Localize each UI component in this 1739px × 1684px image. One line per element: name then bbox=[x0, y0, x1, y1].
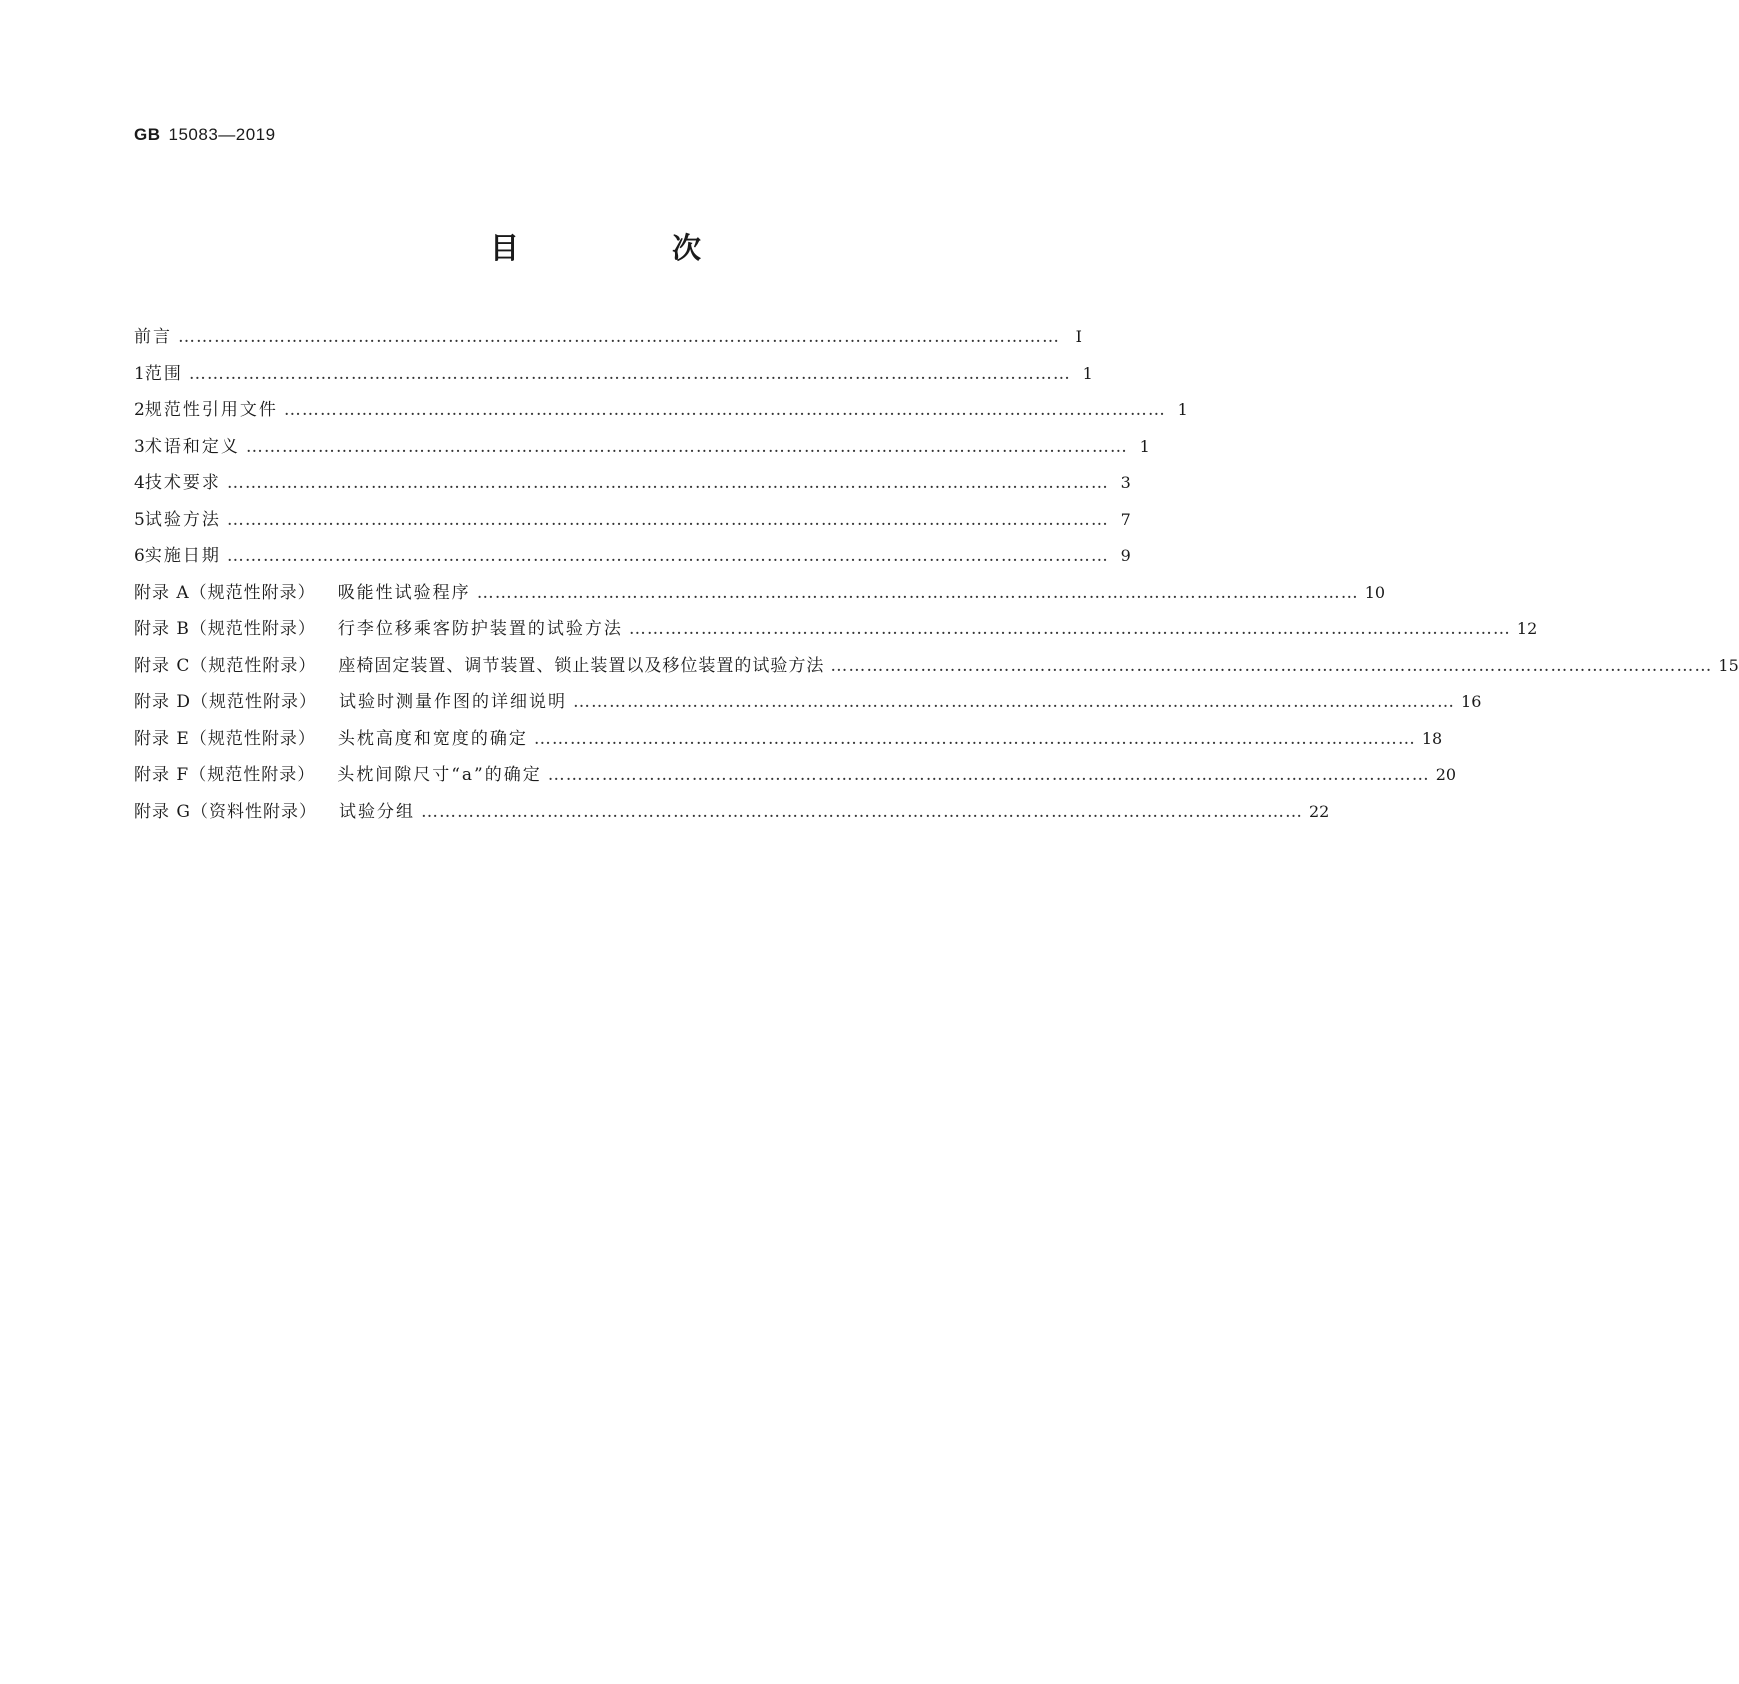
standard-number: 15083—2019 bbox=[168, 125, 276, 144]
toc-entry-6[interactable] bbox=[134, 541, 1131, 578]
toc-entry-page: 1 bbox=[1139, 436, 1150, 456]
toc-annex-designation: 附录 D（规范性附录） bbox=[134, 692, 318, 712]
toc-entry-page: 10 bbox=[1364, 582, 1386, 602]
toc-annex-designation: 附录 B（规范性附录） bbox=[134, 619, 316, 639]
toc-entry-number: 3 bbox=[134, 436, 145, 457]
toc-entry-annex-f[interactable] bbox=[134, 760, 1457, 797]
dot-leader: ………………………………………………………………………………………………………………………………… bbox=[178, 327, 1060, 347]
dot-leader: ………………………………………………………………………………………………………………………………… bbox=[476, 582, 1359, 603]
dot-leader: ………………………………………………………………………………………………………………………………… bbox=[226, 546, 1109, 566]
toc-entry-page: 20 bbox=[1435, 765, 1457, 784]
toc-entry-label: 实施日期 bbox=[144, 546, 221, 566]
toc-entry-annex-c[interactable] bbox=[134, 651, 1739, 688]
toc-entry-page: 16 bbox=[1461, 692, 1482, 711]
toc-entry-4[interactable] bbox=[134, 468, 1131, 505]
toc-entry-page: 18 bbox=[1421, 728, 1443, 748]
toc-entry-page: 1 bbox=[1082, 363, 1093, 383]
toc-annex-designation: 附录 C（规范性附录） bbox=[134, 655, 317, 676]
page-title: 目 次 bbox=[489, 231, 763, 265]
toc-entry-label: 吸能性试验程序 bbox=[337, 582, 471, 603]
dot-leader: ………………………………………………………………………………………………………………………………… bbox=[245, 436, 1128, 457]
dot-leader: ………………………………………………………………………………………………………………………………… bbox=[420, 801, 1303, 822]
toc-entry-label: 前言 bbox=[134, 327, 172, 347]
dot-leader: ………………………………………………………………………………………………………………………………… bbox=[830, 655, 1713, 676]
toc-entry-1[interactable] bbox=[134, 359, 1093, 396]
toc-entry-page: 3 bbox=[1120, 473, 1131, 492]
toc-entry-2[interactable] bbox=[134, 395, 1188, 432]
standard-code bbox=[134, 125, 276, 145]
toc-entry-label: 试验分组 bbox=[338, 801, 415, 822]
toc-entry-page: 1 bbox=[1177, 400, 1188, 419]
toc-entry-number: 1 bbox=[134, 363, 145, 384]
toc-entry-label: 行李位移乘客防护装置的试验方法 bbox=[337, 619, 623, 639]
toc-entry-label: 术语和定义 bbox=[144, 436, 240, 457]
toc-entry-label: 头枕高度和宽度的确定 bbox=[337, 728, 528, 749]
dot-leader: ………………………………………………………………………………………………………………………………… bbox=[226, 509, 1109, 530]
toc-entry-annex-e[interactable] bbox=[134, 724, 1443, 761]
toc-entry-5[interactable] bbox=[134, 505, 1131, 542]
table-of-contents bbox=[134, 322, 1739, 833]
toc-entry-page: 7 bbox=[1120, 509, 1131, 529]
toc-entry-3[interactable] bbox=[134, 432, 1150, 469]
toc-entry-label: 规范性引用文件 bbox=[144, 400, 278, 420]
toc-entry-label: 范围 bbox=[144, 363, 183, 384]
toc-entry-annex-g[interactable] bbox=[134, 797, 1330, 834]
toc-entry-page: Ⅰ bbox=[1075, 327, 1082, 346]
dot-leader: ………………………………………………………………………………………………………………………………… bbox=[283, 400, 1166, 420]
toc-entry-number: 5 bbox=[134, 509, 145, 530]
standard-prefix: GB bbox=[134, 125, 161, 144]
toc-entry-label: 技术要求 bbox=[144, 473, 221, 493]
dot-leader: ………………………………………………………………………………………………………………………………… bbox=[533, 728, 1416, 749]
toc-annex-designation: 附录 A（规范性附录） bbox=[134, 582, 316, 603]
toc-annex-designation: 附录 F（规范性附录） bbox=[134, 765, 316, 785]
toc-entry-number: 2 bbox=[134, 400, 145, 420]
toc-entry-number: 4 bbox=[134, 473, 145, 493]
dot-leader: ………………………………………………………………………………………………………………………………… bbox=[628, 619, 1511, 639]
toc-entry-annex-a[interactable] bbox=[134, 578, 1386, 615]
toc-entry-page: 22 bbox=[1308, 801, 1330, 821]
toc-entry-number: 6 bbox=[134, 546, 145, 566]
dot-leader: ………………………………………………………………………………………………………………………………… bbox=[188, 363, 1071, 384]
toc-entry-page: 15 bbox=[1718, 655, 1739, 675]
toc-entry-annex-b[interactable] bbox=[134, 614, 1538, 651]
toc-entry-page: 9 bbox=[1120, 546, 1131, 565]
toc-annex-designation: 附录 E（规范性附录） bbox=[134, 728, 316, 749]
dot-leader: ………………………………………………………………………………………………………………………………… bbox=[573, 692, 1456, 712]
dot-leader: ………………………………………………………………………………………………………………………………… bbox=[226, 473, 1109, 493]
dot-leader: ………………………………………………………………………………………………………………………………… bbox=[547, 765, 1430, 785]
toc-entry-preface[interactable] bbox=[134, 322, 1082, 359]
toc-entry-label: 座椅固定装置、调节装置、锁止装置以及移位装置的试验方法 bbox=[338, 655, 825, 676]
toc-entry-label: 试验时测量作图的详细说明 bbox=[339, 692, 568, 712]
toc-entry-annex-d[interactable] bbox=[134, 687, 1482, 724]
toc-entry-label: 试验方法 bbox=[144, 509, 221, 530]
toc-entry-label: 头枕间隙尺寸“a”的确定 bbox=[337, 765, 542, 785]
toc-entry-page: 12 bbox=[1516, 619, 1538, 638]
toc-annex-designation: 附录 G（资料性附录） bbox=[134, 801, 317, 822]
